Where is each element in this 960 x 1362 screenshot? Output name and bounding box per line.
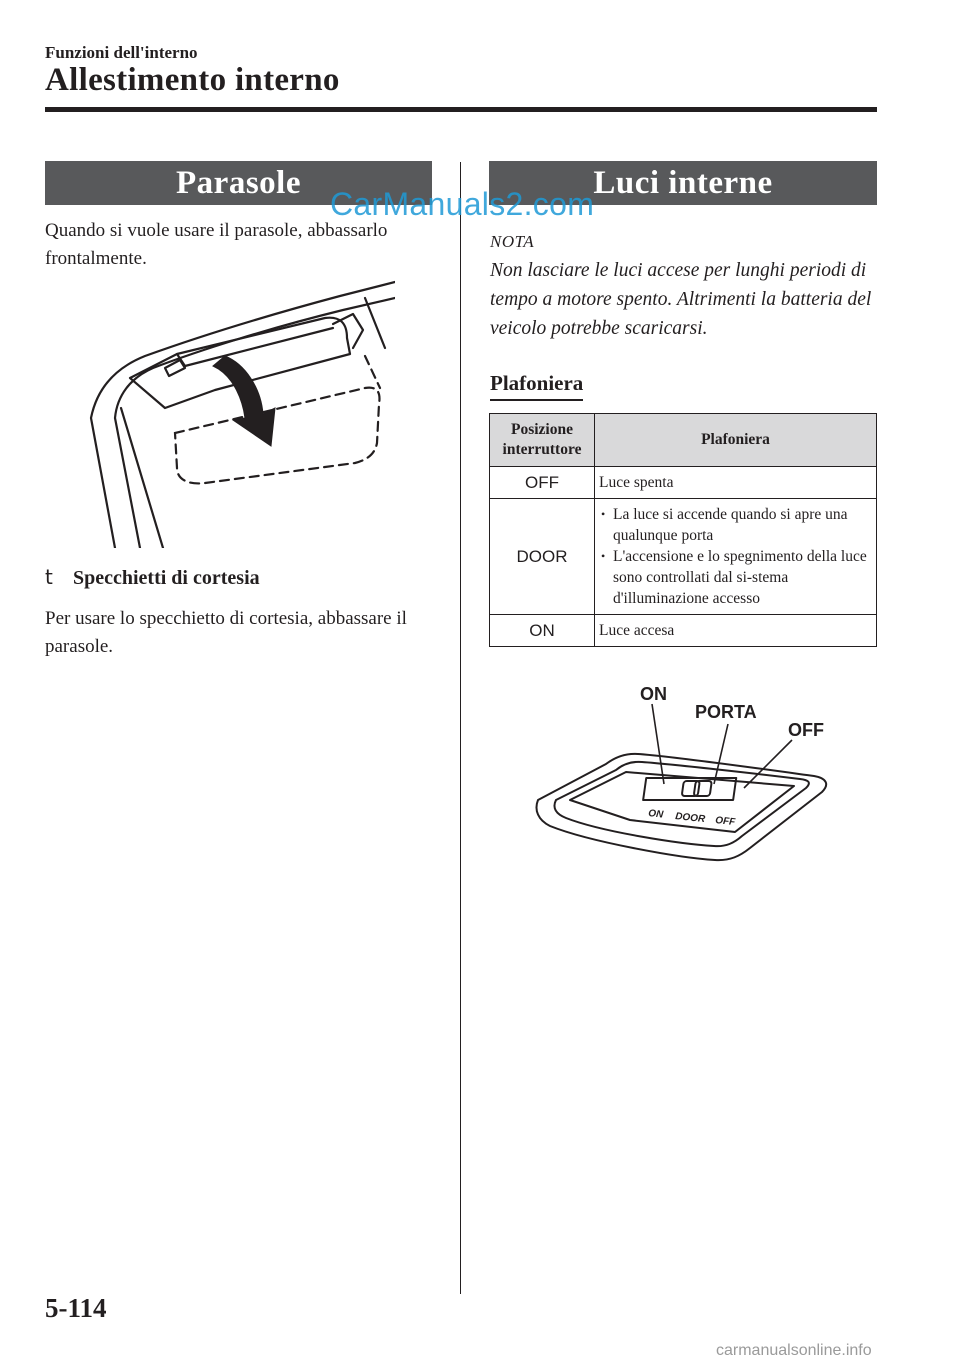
switch-table	[489, 413, 877, 647]
callout-off: OFF	[788, 720, 824, 740]
mirror-heading	[45, 565, 260, 590]
table-row	[490, 467, 877, 499]
description-door	[595, 499, 877, 615]
description-off: Luce spenta	[595, 467, 877, 499]
callout-on: ON	[640, 684, 667, 704]
luci-interne-banner: Luci interne	[489, 161, 877, 205]
switch-label-on: ON	[647, 808, 664, 821]
column-divider	[460, 162, 461, 1294]
section-marker: t	[45, 565, 53, 589]
section-title: Allestimento interno	[45, 62, 340, 98]
table-header-position: Posizione interruttore	[490, 414, 595, 467]
note-block	[490, 227, 880, 343]
description-on: Luce accesa	[595, 615, 877, 647]
position-door: DOOR	[490, 499, 595, 615]
page-number: 5-114	[45, 1293, 107, 1323]
watermark: CarManuals2.com	[330, 186, 595, 222]
table-header-plafoniera: Plafoniera	[595, 414, 877, 467]
table-header-row	[490, 414, 877, 467]
header-divider	[45, 107, 877, 112]
sun-visor-illustration	[85, 268, 395, 548]
note-title: NOTA	[490, 232, 535, 251]
plafoniera-heading: Plafoniera	[490, 371, 584, 395]
position-on: ON	[490, 615, 595, 647]
mirror-text: Per usare lo specchietto di cortesia, abbassare il parasole.	[45, 608, 407, 657]
table-row	[490, 615, 877, 647]
list-item: • La luce si accende quando si apre una qualunque porta	[599, 504, 872, 546]
dome-lamp-illustration	[530, 680, 835, 865]
parasole-text: Quando si vuole usare il parasole, abbassarlo frontalmente.	[45, 220, 388, 269]
switch-label-off: OFF	[714, 815, 736, 829]
table-row	[490, 499, 877, 615]
parasole-banner: Parasole	[45, 161, 432, 205]
list-item: • L'accensione e lo spegnimento della luce sono controllati dal si-stema d'illuminazione accesso	[599, 546, 872, 609]
callout-porta: PORTA	[695, 702, 757, 722]
position-off: OFF	[490, 467, 595, 499]
mirror-heading-label: Specchietti di cortesia	[73, 567, 260, 589]
switch-label-door: DOOR	[674, 811, 706, 826]
note-text: Non lasciare le luci accese per lunghi periodi di tempo a motore spento. Altrimenti la batteria del veicolo potrebbe scaricarsi.	[490, 260, 872, 339]
chapter-title: Funzioni dell'interno	[45, 43, 198, 62]
footer-watermark: carmanualsonline.info	[716, 1342, 872, 1359]
